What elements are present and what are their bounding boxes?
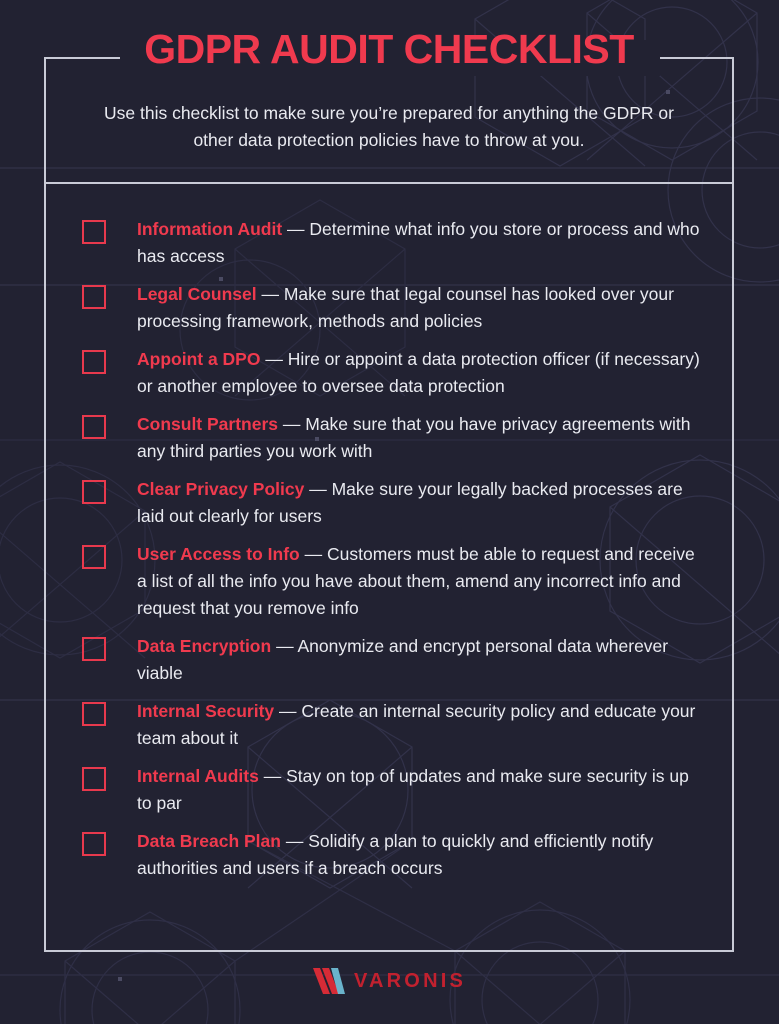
checkbox-icon[interactable] [82, 767, 106, 791]
checklist-item-text [137, 476, 700, 530]
checklist-item-term: Consult Partners [137, 414, 278, 434]
checklist-item-term: Data Breach Plan [137, 831, 281, 851]
checkbox-icon[interactable] [82, 415, 106, 439]
checkbox-icon[interactable] [82, 350, 106, 374]
checklist-item-description: Make sure your legally backed processes are laid out clearly for users [137, 479, 683, 526]
checklist-item-description: Make sure that you have privacy agreements with any third parties you work with [137, 414, 691, 461]
checklist-item [82, 281, 700, 335]
checklist-item-separator: — [282, 414, 301, 434]
checklist-item-separator: — [285, 831, 304, 851]
checklist-item [82, 698, 700, 752]
checklist-item-description: Customers must be able to request and receive a list of all the info you have about them, amend any incorrect info and request that you remove info [137, 544, 695, 618]
checklist-item [82, 541, 700, 622]
checklist-item-text [137, 411, 700, 465]
checklist-item-term: Data Encryption [137, 636, 272, 656]
checklist-item-text [137, 216, 700, 270]
checklist-item-term: Appoint a DPO [137, 349, 261, 369]
checklist-item-separator: — [287, 219, 305, 239]
checklist-item-description: Make sure that legal counsel has looked over your processing framework, methods and policies [137, 284, 674, 331]
page-subtitle: Use this checklist to make sure you’re prepared for anything the GDPR or other data protection policies have to throw at you. [104, 103, 674, 150]
checklist-item-description: Stay on top of updates and make sure security is up to par [137, 766, 689, 813]
checkbox-icon[interactable] [82, 480, 106, 504]
checklist-item-term: Information Audit [137, 219, 283, 239]
checklist-item-text [137, 281, 700, 335]
checkbox-icon[interactable] [82, 832, 106, 856]
header-divider [44, 182, 734, 184]
checklist-item-text [137, 633, 700, 687]
checklist-item [82, 346, 700, 400]
checklist-item-separator: — [265, 349, 283, 369]
checklist-item [82, 476, 700, 530]
checklist-item [82, 763, 700, 817]
checkbox-icon[interactable] [82, 285, 106, 309]
checklist-item-separator: — [261, 284, 279, 304]
checklist-item-separator: — [263, 766, 282, 786]
varonis-wordmark: VARONIS [353, 970, 467, 992]
header [44, 24, 734, 154]
checklist-item-separator: — [279, 701, 297, 721]
checklist-item-description: Solidify a plan to quickly and efficiently notify authorities and users if a breach occurs [137, 831, 654, 878]
varonis-slashes-icon [313, 968, 345, 994]
checkbox-icon[interactable] [82, 702, 106, 726]
checklist-item [82, 828, 700, 882]
checkbox-icon[interactable] [82, 220, 106, 244]
checklist-item [82, 216, 700, 270]
checklist-item-separator: — [276, 636, 294, 656]
checklist-item-separator: — [309, 479, 327, 499]
checklist-item-description: Determine what info you store or process and who has access [137, 219, 700, 266]
checklist-item-term: User Access to Info [137, 544, 300, 564]
checklist-item-term: Legal Counsel [137, 284, 257, 304]
checklist [82, 216, 700, 893]
checklist-item-text [137, 541, 700, 622]
page-title: GDPR AUDIT CHECKLIST [144, 26, 634, 72]
checklist-item-term: Internal Security [137, 701, 275, 721]
checkbox-icon[interactable] [82, 637, 106, 661]
checklist-item-description: Anonymize and encrypt personal data wherever viable [137, 636, 669, 683]
checklist-item-term: Clear Privacy Policy [137, 479, 305, 499]
checklist-item-separator: — [304, 544, 323, 564]
footer [0, 968, 779, 994]
checklist-item-text [137, 828, 700, 882]
checklist-item-text [137, 346, 700, 400]
checklist-item [82, 411, 700, 465]
checklist-item-description: Hire or appoint a data protection officer (if necessary) or another employee to oversee data protection [137, 349, 700, 396]
checklist-item-description: Create an internal security policy and educate your team about it [137, 701, 696, 748]
checklist-item-term: Internal Audits [137, 766, 259, 786]
checklist-item-text [137, 698, 700, 752]
checklist-item [82, 633, 700, 687]
checklist-item-text [137, 763, 700, 817]
checkbox-icon[interactable] [82, 545, 106, 569]
